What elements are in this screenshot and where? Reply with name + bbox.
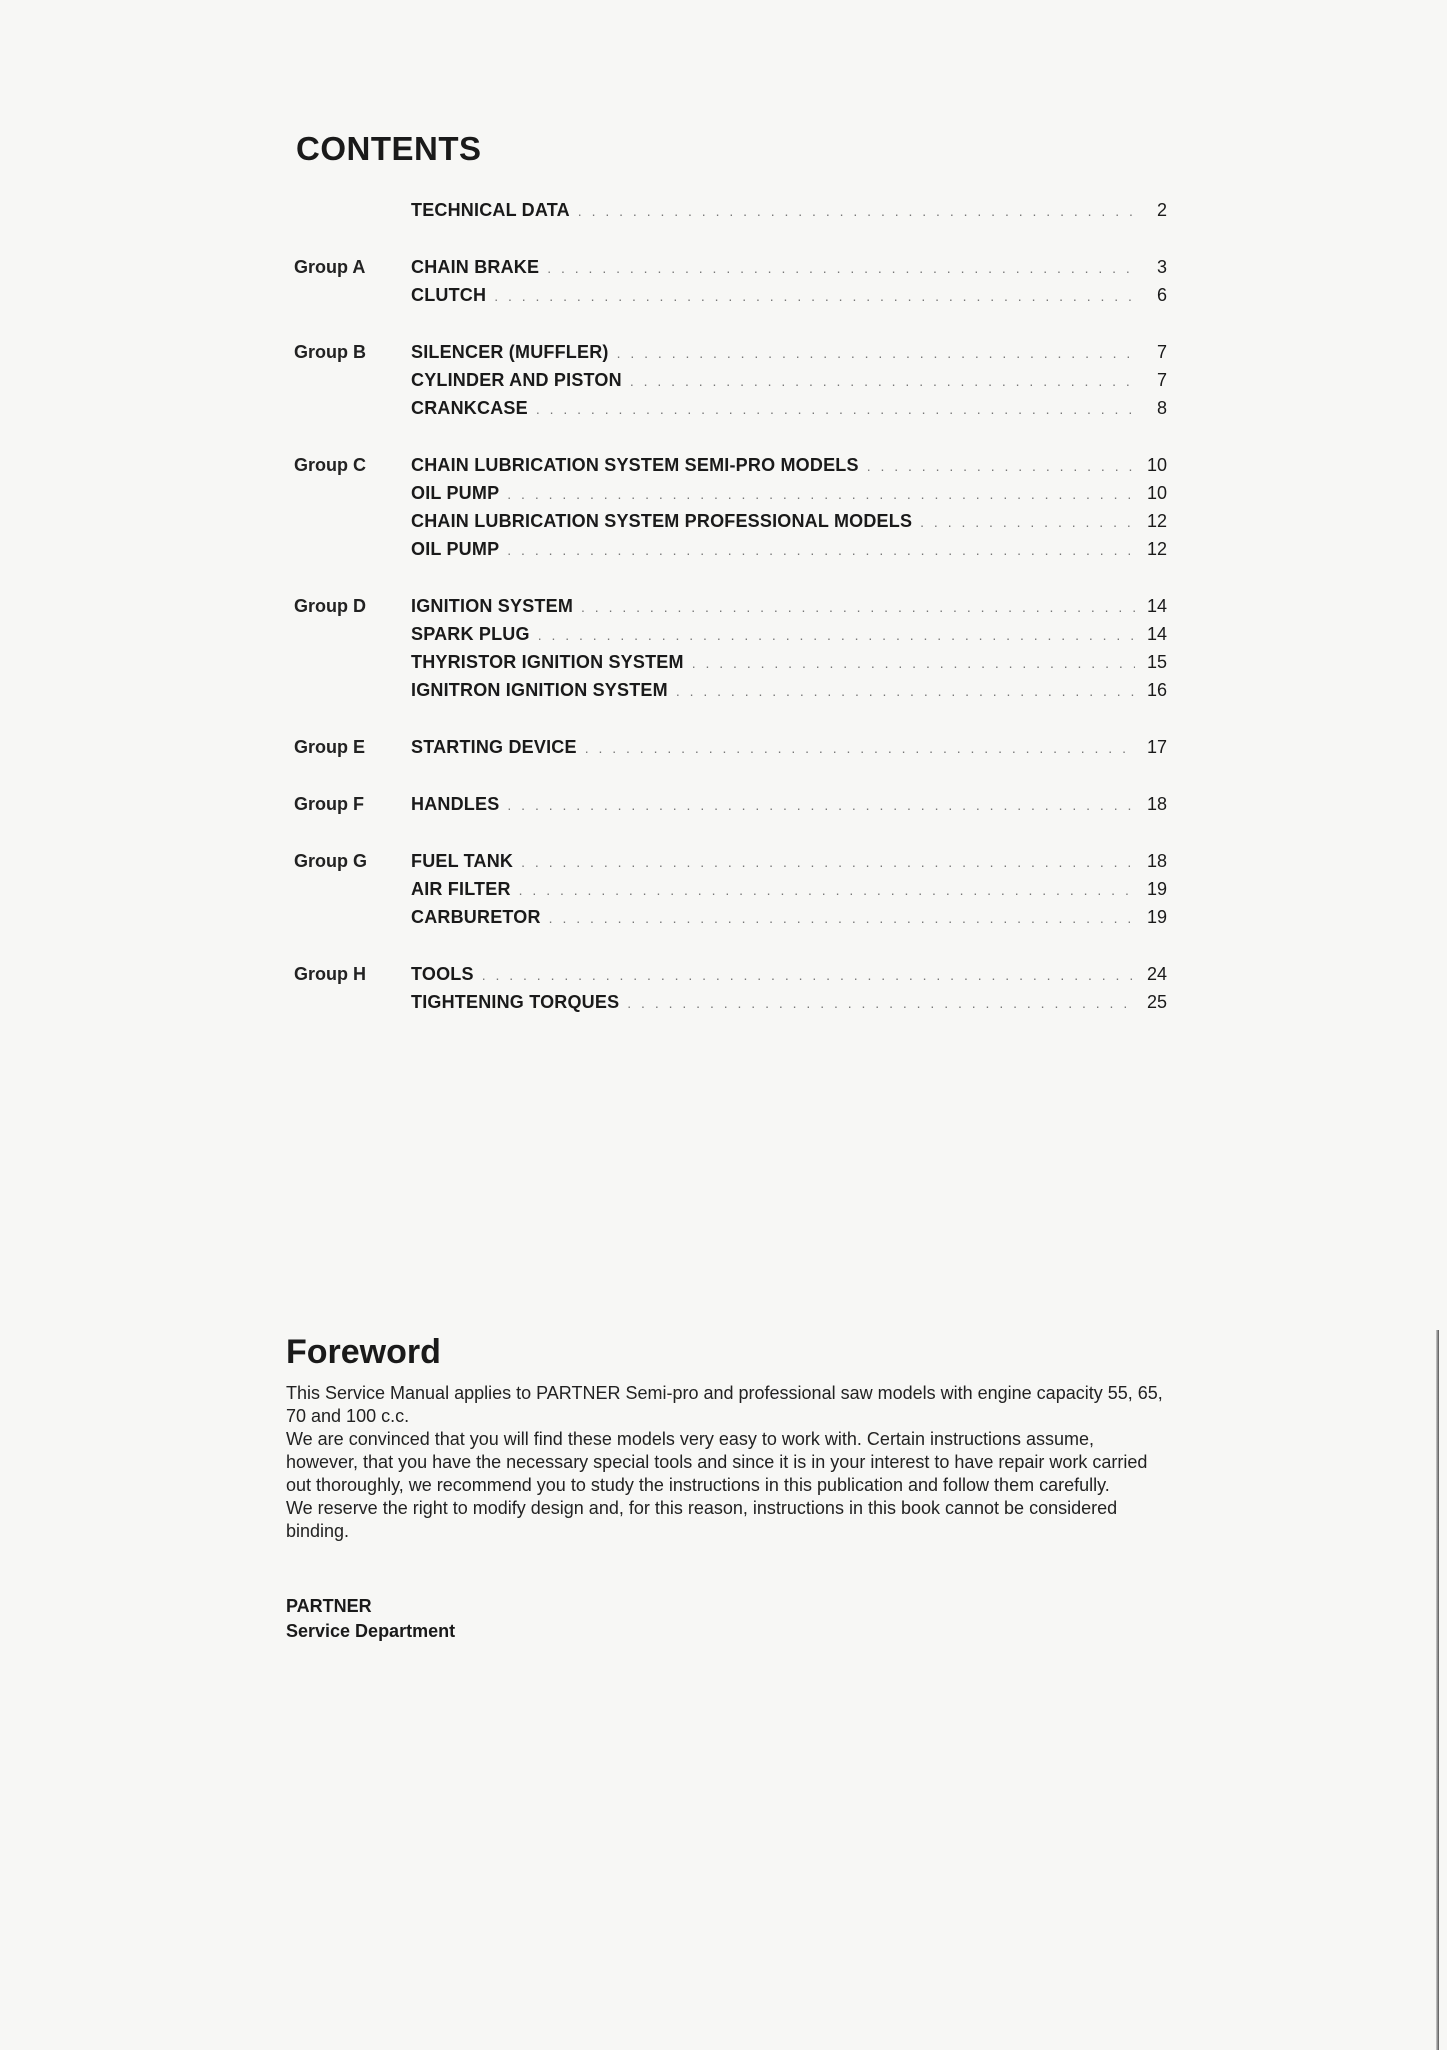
toc-group — [0, 592, 1447, 704]
toc-dot-leader — [585, 734, 1135, 762]
toc-dot-leader — [521, 848, 1135, 876]
toc-entry-title: CARBURETOR — [411, 907, 541, 927]
toc-entry-title: OIL PUMP — [411, 539, 500, 559]
toc-entry-title: CHAIN LUBRICATION SYSTEM SEMI-PRO MODELS — [411, 455, 859, 475]
signature — [286, 1594, 455, 1644]
signature-company: PARTNER — [286, 1596, 372, 1616]
signature-department: Service Department — [286, 1621, 456, 1641]
toc-dot-leader — [507, 536, 1135, 564]
toc-entry — [411, 338, 1167, 366]
toc-page-number: 10 — [1146, 455, 1167, 475]
toc-page-number: 12 — [1146, 539, 1167, 559]
toc-entry — [411, 988, 1167, 1016]
table-of-contents — [0, 196, 1447, 1045]
toc-page-number: 8 — [1156, 398, 1167, 418]
toc-entry — [411, 507, 1167, 535]
toc-entry-title: SPARK PLUG — [411, 624, 530, 644]
toc-entry-title: FUEL TANK — [411, 851, 514, 871]
toc-dot-leader — [627, 989, 1135, 1017]
toc-dot-leader — [482, 961, 1135, 989]
toc-group-label: Group C — [294, 455, 366, 475]
toc-entry — [411, 479, 1167, 507]
toc-page-number: 25 — [1146, 992, 1167, 1012]
toc-dot-leader — [547, 254, 1135, 282]
toc-dot-leader — [920, 508, 1135, 536]
toc-entry — [411, 253, 1167, 281]
toc-page-number: 17 — [1146, 737, 1167, 757]
foreword-title: Foreword — [286, 1333, 441, 1371]
toc-dot-leader — [692, 649, 1135, 677]
toc-page-number: 19 — [1146, 907, 1167, 927]
toc-page-number: 15 — [1146, 652, 1167, 672]
toc-group — [0, 451, 1447, 563]
toc-group — [0, 790, 1447, 818]
toc-group — [0, 338, 1447, 422]
toc-group-label: Group H — [294, 964, 366, 984]
toc-page-number: 18 — [1146, 851, 1167, 871]
toc-page-number: 12 — [1146, 511, 1167, 531]
toc-entry — [411, 733, 1167, 761]
toc-dot-leader — [507, 480, 1135, 508]
toc-entry — [411, 196, 1167, 224]
toc-entry-title: THYRISTOR IGNITION SYSTEM — [411, 652, 684, 672]
toc-entry-title: OIL PUMP — [411, 483, 500, 503]
toc-dot-leader — [494, 282, 1135, 310]
toc-page-number: 14 — [1146, 624, 1167, 644]
toc-entry-title: CHAIN LUBRICATION SYSTEM PROFESSIONAL MODELS — [411, 511, 913, 531]
toc-entry — [411, 960, 1167, 988]
toc-group — [0, 847, 1447, 931]
toc-dot-leader — [630, 367, 1135, 395]
toc-entry — [411, 875, 1167, 903]
toc-group-label: Group F — [294, 794, 364, 814]
foreword-paragraph: This Service Manual applies to PARTNER Semi-pro and professional saw models with engine capacity 55, 65, 70 and 100 c.c. — [286, 1383, 1163, 1426]
toc-group-label: Group G — [294, 851, 367, 871]
toc-entry — [411, 620, 1167, 648]
toc-dot-leader — [617, 339, 1135, 367]
toc-entry-title: IGNITION SYSTEM — [411, 596, 574, 616]
toc-entry — [411, 676, 1167, 704]
foreword-paragraph: We reserve the right to modify design and, for this reason, instructions in this book cannot be considered binding. — [286, 1498, 1118, 1541]
toc-entry — [411, 847, 1167, 875]
toc-dot-leader — [549, 904, 1135, 932]
toc-dot-leader — [578, 197, 1135, 225]
foreword-paragraph: We are convinced that you will find these models very easy to work with. Certain instructions assume, however, that you have the necessary special tools and since it is in your interest to have repair work carried out thoroughly, we recommend you to study the instructions in this publication and follow them carefully. — [286, 1429, 1148, 1495]
toc-page-number: 10 — [1146, 483, 1167, 503]
toc-page-number: 14 — [1146, 596, 1167, 616]
toc-group — [0, 960, 1447, 1016]
toc-entry-title: TIGHTENING TORQUES — [411, 992, 620, 1012]
toc-dot-leader — [536, 395, 1135, 423]
toc-entry-title: CYLINDER AND PISTON — [411, 370, 622, 390]
toc-group-label: Group D — [294, 596, 366, 616]
toc-group — [0, 253, 1447, 309]
toc-page-number: 18 — [1146, 794, 1167, 814]
toc-dot-leader — [519, 876, 1135, 904]
toc-dot-leader — [581, 593, 1135, 621]
toc-entry-title: CLUTCH — [411, 285, 487, 305]
toc-entry — [411, 790, 1167, 818]
toc-page-number: 2 — [1156, 200, 1167, 220]
toc-entry-title: STARTING DEVICE — [411, 737, 577, 757]
toc-dot-leader — [867, 452, 1135, 480]
toc-entry-title: HANDLES — [411, 794, 500, 814]
toc-group-label: Group A — [294, 257, 366, 277]
toc-page-number: 3 — [1156, 257, 1167, 277]
foreword-body — [286, 1382, 1166, 1543]
toc-entry — [411, 648, 1167, 676]
toc-entry — [411, 592, 1167, 620]
page-binding-edge — [1436, 1330, 1439, 2050]
toc-page-number: 6 — [1156, 285, 1167, 305]
toc-entry-title: TECHNICAL DATA — [411, 200, 570, 220]
toc-page-number: 16 — [1146, 680, 1167, 700]
toc-entry — [411, 535, 1167, 563]
toc-entry — [411, 394, 1167, 422]
toc-entry-title: CRANKCASE — [411, 398, 528, 418]
toc-group-label: Group B — [294, 342, 366, 362]
toc-group — [0, 196, 1447, 224]
toc-entry-title: AIR FILTER — [411, 879, 511, 899]
toc-dot-leader — [538, 621, 1135, 649]
toc-group-label: Group E — [294, 737, 365, 757]
toc-entry-title: CHAIN BRAKE — [411, 257, 540, 277]
toc-dot-leader — [507, 791, 1135, 819]
toc-entry — [411, 281, 1167, 309]
toc-entry-title: IGNITRON IGNITION SYSTEM — [411, 680, 668, 700]
toc-page-number: 19 — [1146, 879, 1167, 899]
contents-title: CONTENTS — [296, 130, 482, 167]
toc-entry-title: TOOLS — [411, 964, 474, 984]
toc-entry — [411, 903, 1167, 931]
toc-entry-title: SILENCER (MUFFLER) — [411, 342, 609, 362]
toc-page-number: 7 — [1156, 342, 1167, 362]
toc-entry — [411, 366, 1167, 394]
toc-group — [0, 733, 1447, 761]
toc-dot-leader — [676, 677, 1135, 705]
toc-entry — [411, 451, 1167, 479]
toc-page-number: 24 — [1146, 964, 1167, 984]
toc-page-number: 7 — [1156, 370, 1167, 390]
